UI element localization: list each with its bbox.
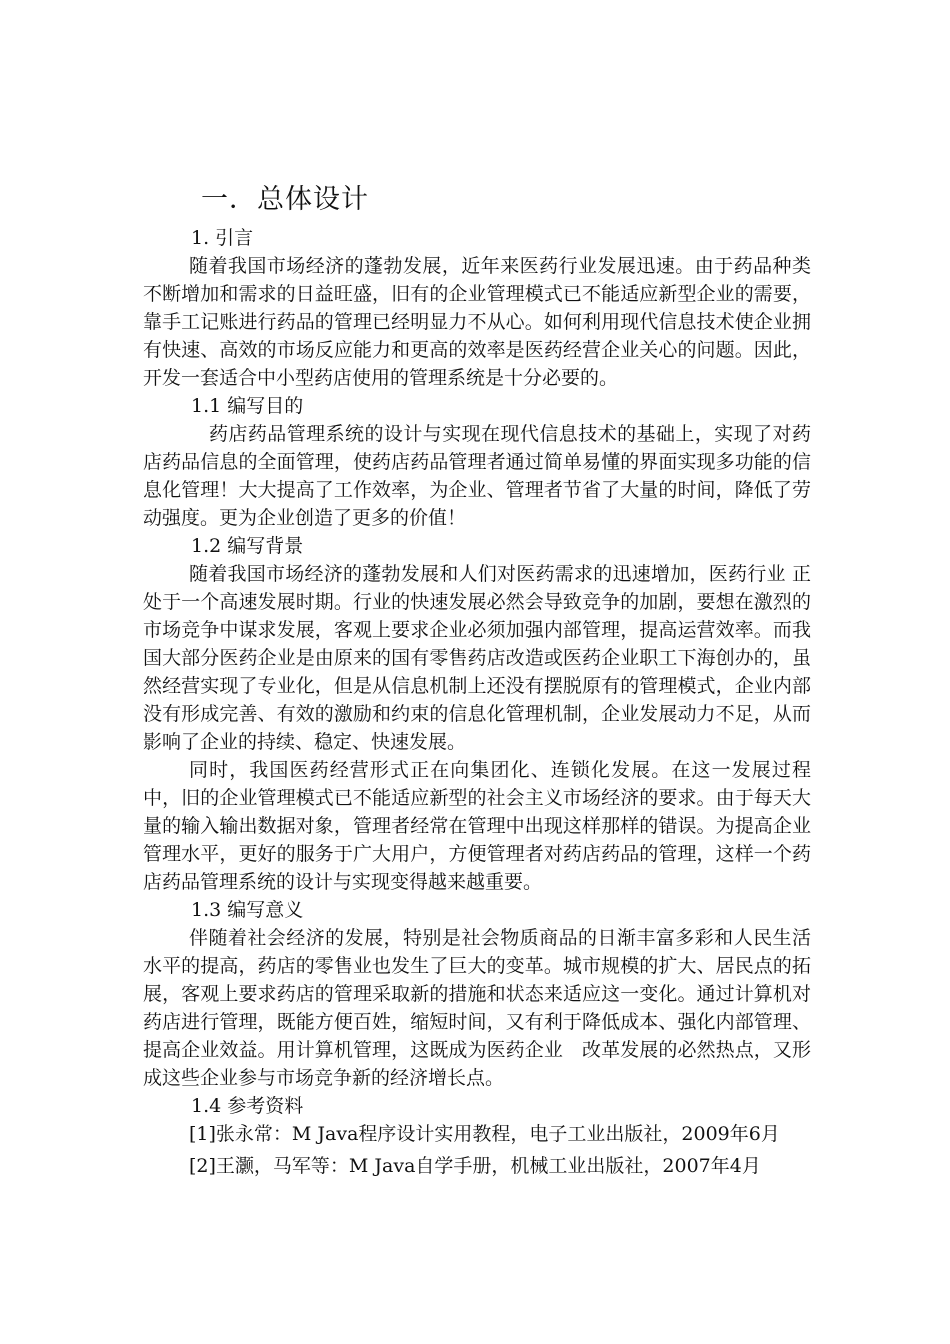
section-1-1-title: 1.1 编写目的 [191,395,304,417]
section-1-2-title: 1.2 编写背景 [191,535,304,557]
section-1-paragraph: 随着我国市场经济的蓬勃发展，近年来医药行业发展迅速。由于药品种类不断增加和需求的日益旺盛，旧有的企业管理模式已不能适应新型企业的需要，靠手工记账进行药品的管理已经明显力不从心。如何利用现代信息技术使企业拥有快速、高效的市场反应能力和更高的效率是医药经营企业关心的问题。因此，开发一套适合中小型药店使用的管理系统是十分必要的。 [143,255,811,389]
section-1-title: 1. 引言 [191,227,254,249]
section-1-4-title: 1.4 参考资料 [191,1095,304,1117]
section-1-3-paragraph: 伴随着社会经济的发展，特别是社会物质商品的日渐丰富多彩和人民生活水平的提高，药店的零售业也发生了巨大的变革。城市规模的扩大、居民点的拓展，客观上要求药店的管理采取新的措施和状态来适应这一变化。通过计算机对药店进行管理，既能方便百姓，缩短时间，又有利于降低成本、强化内部管理、提高企业效益。用计算机管理，这既成为医药企业 改革发展的必然热点，又形成这些企业参与市场竞争新的经济增长点。 [143,927,811,1089]
reference-item-1: [1]张永常：M Java程序设计实用教程，电子工业出版社，2009年6月 [189,1123,780,1145]
section-1-1-paragraph: 药店药品管理系统的设计与实现在现代信息技术的基础上，实现了对药店药品信息的全面管理，使药店药品管理者通过简单易懂的界面实现多功能的信息化管理！大大提高了工作效率，为企业、管理者节省了大量的时间，降低了劳动强度。更为企业创造了更多的价值！ [143,423,811,529]
section-1-3-title: 1.3 编写意义 [191,899,304,921]
section-1-2-paragraph-2: 同时，我国医药经营形式正在向集团化、连锁化发展。在这一发展过程中，旧的企业管理模式已不能适应新型的社会主义市场经济的要求。由于每天大量的输入输出数据对象，管理者经常在管理中出现这样那样的错误。为提高企业管理水平，更好的服务于广大用户，方便管理者对药店药品的管理，这样一个药店药品管理系统的设计与实现变得越来越重要。 [143,759,811,893]
reference-item-2: [2]王灏，马军等：M Java自学手册，机械工业出版社，2007年4月 [189,1155,761,1177]
chapter-heading: 一．总体设计 [201,184,369,215]
document-body [143,180,811,1184]
section-1-2-paragraph-1: 随着我国市场经济的蓬勃发展和人们对医药需求的迅速增加，医药行业 正处于一个高速发展时期。行业的快速发展必然会导致竞争的加剧，要想在激烈的市场竞争中谋求发展，客观上要求企业必须加强内部管理，提高运营效率。而我国大部分医药企业是由原来的国有零售药店改造或医药企业职工下海创办的，虽然经营实现了专业化，但是从信息机制上还没有摆脱原有的管理模式，企业内部没有形成完善、有效的激励和约束的信息化管理机制，企业发展动力不足，从而影响了企业的持续、稳定、快速发展。 [143,563,811,753]
